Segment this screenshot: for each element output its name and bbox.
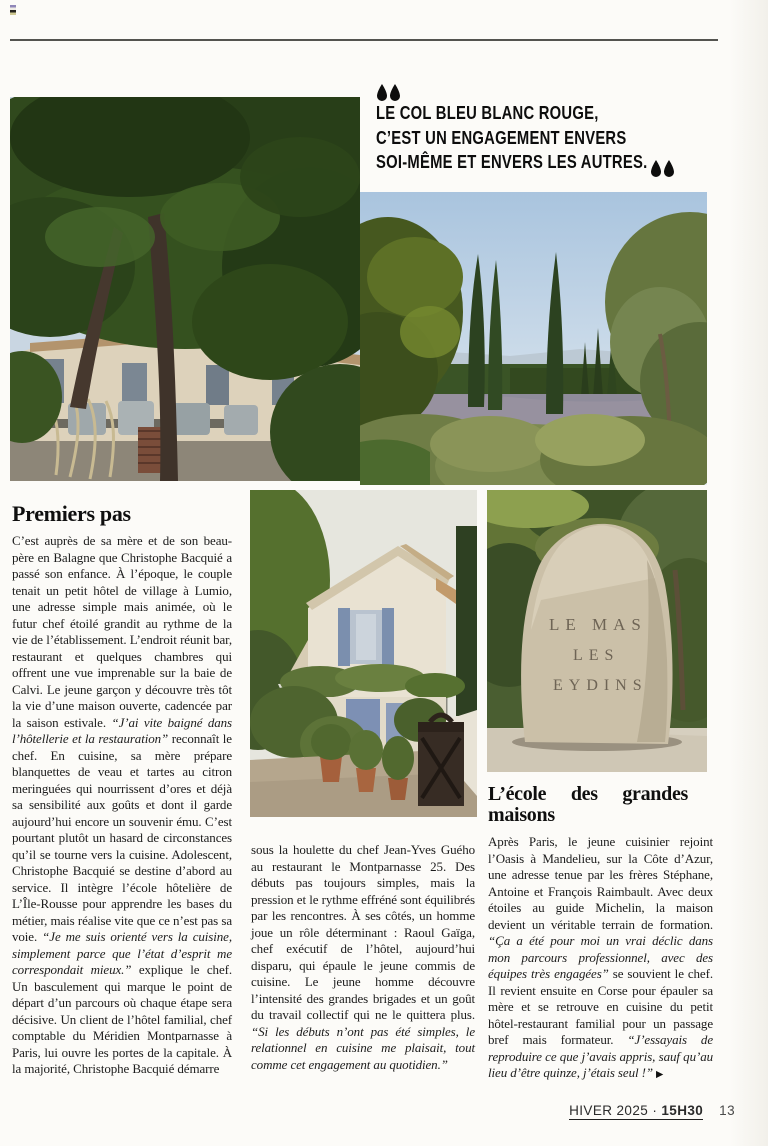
house-photo — [250, 490, 477, 817]
stone-engraving-line3: EYDINS — [553, 677, 648, 694]
stone-engraving-line1: LE MAS — [549, 615, 647, 634]
article-paragraph: C’est auprès de sa mère et de son beau-père en Balagne que Christophe Bacquié a passé son enfance. À l’époque, le couple tenait un petit hôtel de village à Lumio, une adresse simple mais animée, où le futur chef étoilé grandit au rythme de la vie de l’établissement. L’endroit réunit bar, restaurant et quelques chambres qui offrent une vue imprenable sur la baie de Calvi. Le jeune garçon y découvre très tôt la vie d’une maison ouverte, cadencée par la saison estivale. “J’ai vite baigné dans l’hôtellerie et la restauration” reconnaît le chef. En cuisine, sa mère prépare blanquettes de veau et tartes au citron meringuées qui nourrissent d’ores et déjà sa sensibilité aux goûts et dont il garde aujourd’hui encore un souvenir ému. C’est pourtant plutôt un hasard de circonstances qu’il se tourne vers la cuisine. Adolescent, Christophe Bacquié se destine d’abord au service. Il intègre l’école hôtelière de L’Île-Rousse pour apprendre les bases du métier, mais réalise vite que ce n’est pas sa voie. “Je me suis orienté vers la cuisine, simplement parce que l’état d’esprit me correspondait mieux.” explique le chef. Un basculement qui marque le point de départ d’un parcours où chaque étape sera décisive. Un client de l’hôtel familial, chef comptable du Méridien Montparnasse à Paris, lui ouvre les portes de la capitale. À la majorité, Christophe Bacquié démarre — [12, 533, 233, 1076]
article-column-1 — [12, 502, 232, 1078]
article-paragraph: sous la houlette du chef Jean-Yves Guého au restaurant le Montparnasse 25. Des débuts pas toujours simples, mais la pression et le rythme effréné sont équilibrés par les rencontres. À ses côtés, un homme joue un rôle déterminant : Raoul Gaïga, chef exécutif de l’hôtel, aujourd’hui disparu, qui épaule le jeune commis de cuisine. Le jeune homme découvre l’intensité des grandes brigades et un goût du travail collectif qui ne le quittera plus. “Si les débuts n’ont pas été simples, le relationnel en cuisine me plaisait, tout comme cet engagement au quotidien.” — [251, 842, 475, 1072]
footer-issue-citation — [569, 1103, 703, 1120]
pull-quote-line: SOI-MÊME ET ENVERS LES AUTRES. — [376, 151, 648, 172]
article-column-3 — [488, 784, 713, 1084]
article-column-2 — [251, 842, 475, 1073]
terrace-photo-illustration — [10, 97, 360, 481]
pull-quote-line: C’EST UN ENGAGEMENT ENVERS — [376, 126, 627, 148]
footer-magazine-name: 15H30 — [661, 1103, 704, 1118]
quote-close-icon — [651, 160, 677, 178]
terrace-photo — [10, 97, 360, 481]
stone-photo — [487, 490, 707, 772]
page-number: 13 — [719, 1103, 735, 1118]
pull-quote-line: LE COL BLEU BLANC ROUGE, — [376, 102, 599, 123]
print-registration-mark — [10, 5, 16, 15]
house-photo-illustration — [250, 490, 477, 817]
article-paragraph: Après Paris, le jeune cuisinier rejoint l’Oasis à Mandelieu, sur la Côte d’Azur, une adresse tenue par les frères Stéphane, Antoine et François Raimbault. Avec deux étoiles au guide Michelin, la maison devient un véritable terrain de formation. “Ça a été pour moi un vrai déclic dans mon parcours professionnel, avec des équipes très engagées” se souvient le chef. Il revient ensuite en Corse pour épauler sa mère et se retrouve en cuisine du petit hôtel-restaurant familial pour un passage bref mais formateur. “J’essayais de reproduire ce que j’avais appris, sauf qu’au lieu d’être quinze, j’étais seul !” ▶ — [488, 834, 713, 1080]
quote-open-icon — [377, 84, 403, 102]
stone-engraving-line2: LES — [573, 647, 620, 664]
top-rule — [10, 39, 718, 41]
footer-issue-label: HIVER 2025 — [569, 1103, 649, 1118]
section-title-premiers-pas: Premiers pas — [12, 501, 131, 526]
section-title-ecole: L’école des grandes maisons — [488, 783, 688, 826]
garden-photo — [360, 192, 707, 485]
stone-photo-illustration — [487, 490, 707, 772]
page-footer — [0, 1103, 755, 1120]
footer-separator: · — [652, 1103, 658, 1118]
garden-photo-illustration — [360, 192, 707, 485]
